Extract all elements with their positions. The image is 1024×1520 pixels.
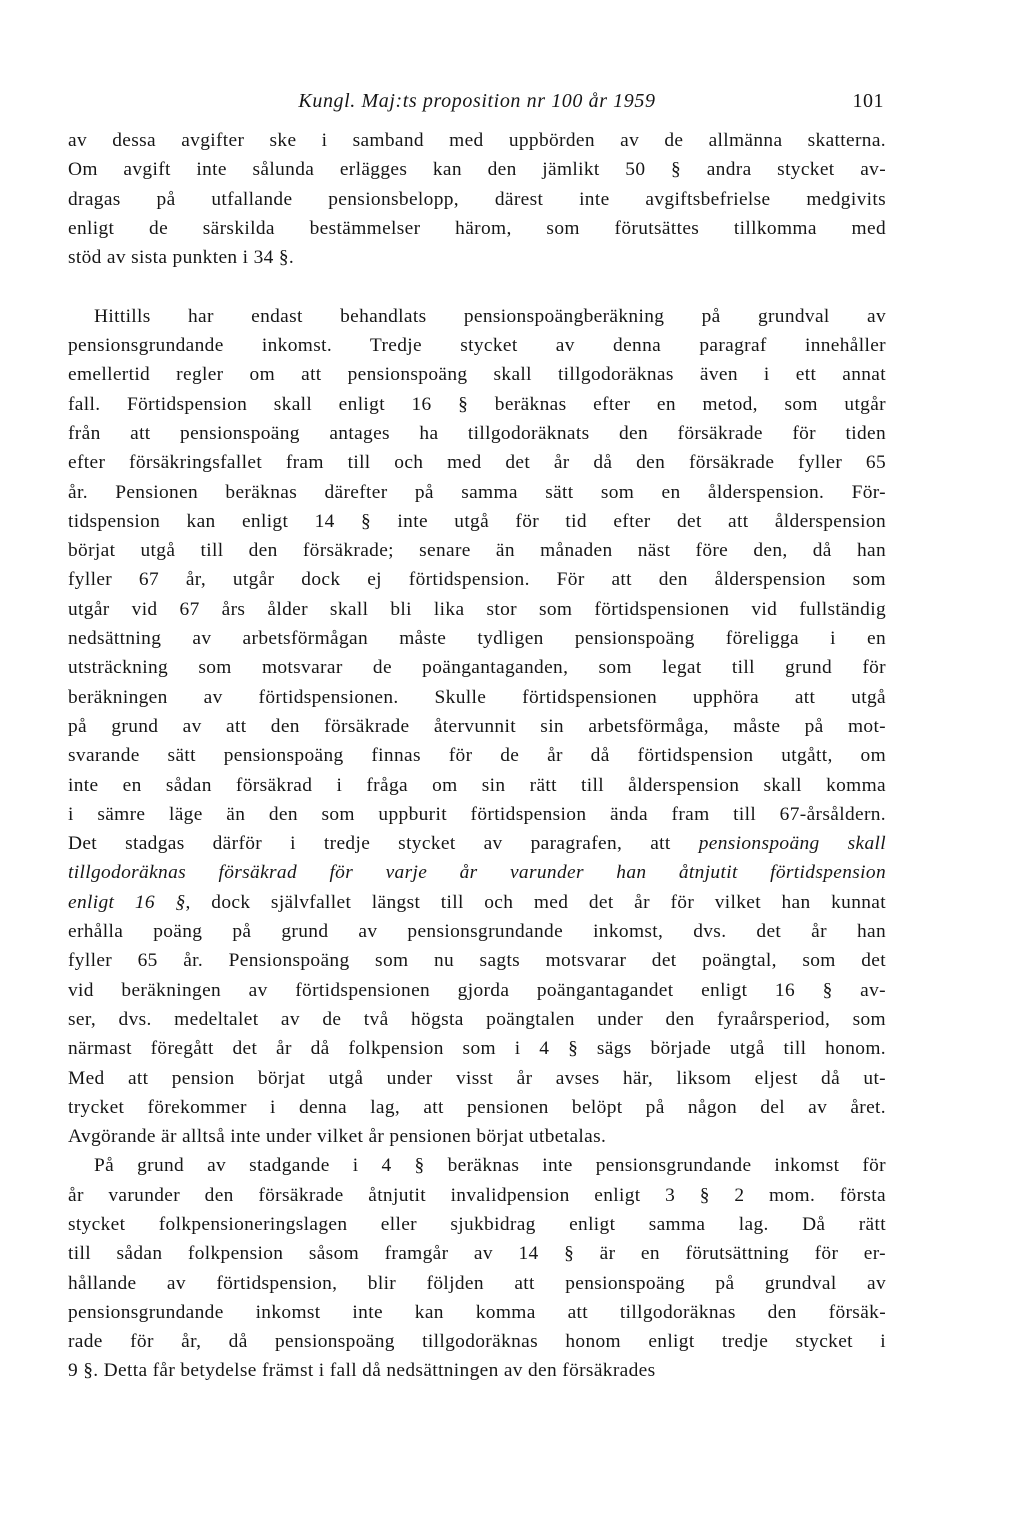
text-line: utgår vid 67 års ålder skall bli lika stor som förtidspensionen vid fullständig (68, 598, 886, 620)
text-line: Om avgift inte sålunda erlägges kan den jämlikt 50 § andra stycket av- (68, 159, 886, 181)
text-line: utsträckning som motsvarar de poängantaganden, som legat till grund för (68, 657, 886, 679)
text-line: stycket folkpensioneringslagen eller sjukbidrag enligt samma lag. Då rätt (68, 1213, 886, 1235)
text-line: emellertid regler om att pensionspoäng skall tillgodoräknas även i ett annat (68, 364, 886, 386)
text-line: vid beräkningen av förtidspensionen gjorda poängantagandet enligt 16 § av- (68, 979, 886, 1001)
text-line: börjat utgå till den försäkrade; senare än månaden näst före den, då han (68, 540, 886, 562)
text-line: fyller 67 år, utgår dock ej förtidspension. För att den ålderspension som (68, 569, 886, 591)
text-line: trycket förekommer i denna lag, att pensionen belöpt på någon del av året. (68, 1096, 886, 1118)
text-line: erhålla poäng på grund av pensionsgrundande inkomst, dvs. det år han (68, 921, 886, 943)
text-line: Med att pension börjat utgå under visst år avses här, liksom eljest då ut- (68, 1067, 886, 1089)
body-text (68, 126, 886, 1386)
text-line: tidspension kan enligt 14 § inte utgå för tid efter det att ålderspension (68, 510, 886, 532)
text-line: pensionsgrundande inkomst inte kan komma att tillgodoräknas den försäk- (68, 1301, 886, 1323)
text-line: enligt de särskilda bestämmelser härom, som förutsättes tillkomma med (68, 217, 886, 239)
text-line: hållande av förtidspension, blir följden att pensionspoäng på grundval av (68, 1272, 886, 1294)
text-line (68, 858, 886, 887)
text-line: ser, dvs. medeltalet av de två högsta poängtalen under den fyraårsperiod, som (68, 1008, 886, 1030)
text-line: Avgörande är alltså inte under vilket år pensionen börjat utbetalas. (68, 1126, 607, 1148)
text-line: år. Pensionen beräknas därefter på samma sätt som en ålderspension. För- (68, 481, 886, 503)
text-line: till sådan folkpension såsom framgår av 14 § är en förutsättning för er- (68, 1243, 886, 1265)
page-number: 101 (852, 90, 884, 112)
text-line: nedsättning av arbetsförmågan måste tydligen pensionspoäng föreligga i en (68, 628, 886, 650)
paragraph-gap (68, 272, 886, 301)
text-line: beräkningen av förtidspensionen. Skulle förtidspensionen upphöra att utgå (68, 686, 886, 708)
text-line: inte en sådan försäkrad i fråga om sin rätt till ålderspension skall komma (68, 774, 886, 796)
text-line: enligt 16 §, dock självfallet längst till och med det år för vilket han kunnat (68, 891, 886, 913)
text-line: dragas på utfallande pensionsbelopp, därest inte avgiftsbefrielse medgivits (68, 188, 886, 210)
text-line: fall. Förtidspension skall enligt 16 § beräknas efter en metod, som utgår (68, 393, 886, 415)
text-line: Hittills har endast behandlats pensionspoängberäkning på grundval av (94, 305, 886, 327)
text-line: fyller 65 år. Pensionspoäng som nu sagts motsvarar det poängtal, som det (68, 950, 886, 972)
text-line: rade för år, då pensionspoäng tillgodoräknas honom enligt tredje stycket i (68, 1331, 886, 1353)
text-line: pensionsgrundande inkomst. Tredje stycket av denna paragraf innehåller (68, 335, 886, 357)
text-line: På grund av stadgande i 4 § beräknas inte pensionsgrundande inkomst för (94, 1155, 886, 1177)
text-line: i sämre läge än den som uppburit förtidspension ända fram till 67-årsåldern. (68, 803, 886, 825)
text-line: Det stadgas därför i tredje stycket av paragrafen, att pensionspoäng skall (68, 833, 886, 855)
text-line: år varunder den försäkrade åtnjutit invalidpension enligt 3 § 2 mom. första (68, 1184, 886, 1206)
running-header (68, 86, 886, 116)
text-line: på grund av att den försäkrade återvunnit sin arbetsförmåga, måste på mot- (68, 715, 886, 737)
italic-emphasis: enligt 16 § (68, 891, 186, 913)
header-title: Kungl. Maj:ts proposition nr 100 år 1959 (298, 90, 656, 112)
text-line: efter försäkringsfallet fram till och med det år då den försäkrade fyller 65 (68, 452, 886, 474)
text-line: från att pensionspoäng antages ha tillgodoräknats den försäkrade för tiden (68, 422, 886, 444)
text-line: av dessa avgifter ske i samband med uppbörden av de allmänna skatterna. (68, 130, 886, 151)
text-line: 9 §. Detta får betydelse främst i fall då nedsättningen av den försäkrades (68, 1360, 656, 1382)
text-line: svarande sätt pensionspoäng finnas för de år då förtidspension utgått, om (68, 745, 886, 767)
text-line: närmast föregått det år då folkpension som i 4 § sägs började utgå till honom. (68, 1038, 886, 1060)
italic-emphasis: pensionspoäng skall (698, 833, 886, 855)
text-line: stöd av sista punkten i 34 §. (68, 247, 295, 269)
italic-emphasis: tillgodoräknas försäkrad för varje år varunder han åtnjutit förtidspension (68, 862, 886, 884)
